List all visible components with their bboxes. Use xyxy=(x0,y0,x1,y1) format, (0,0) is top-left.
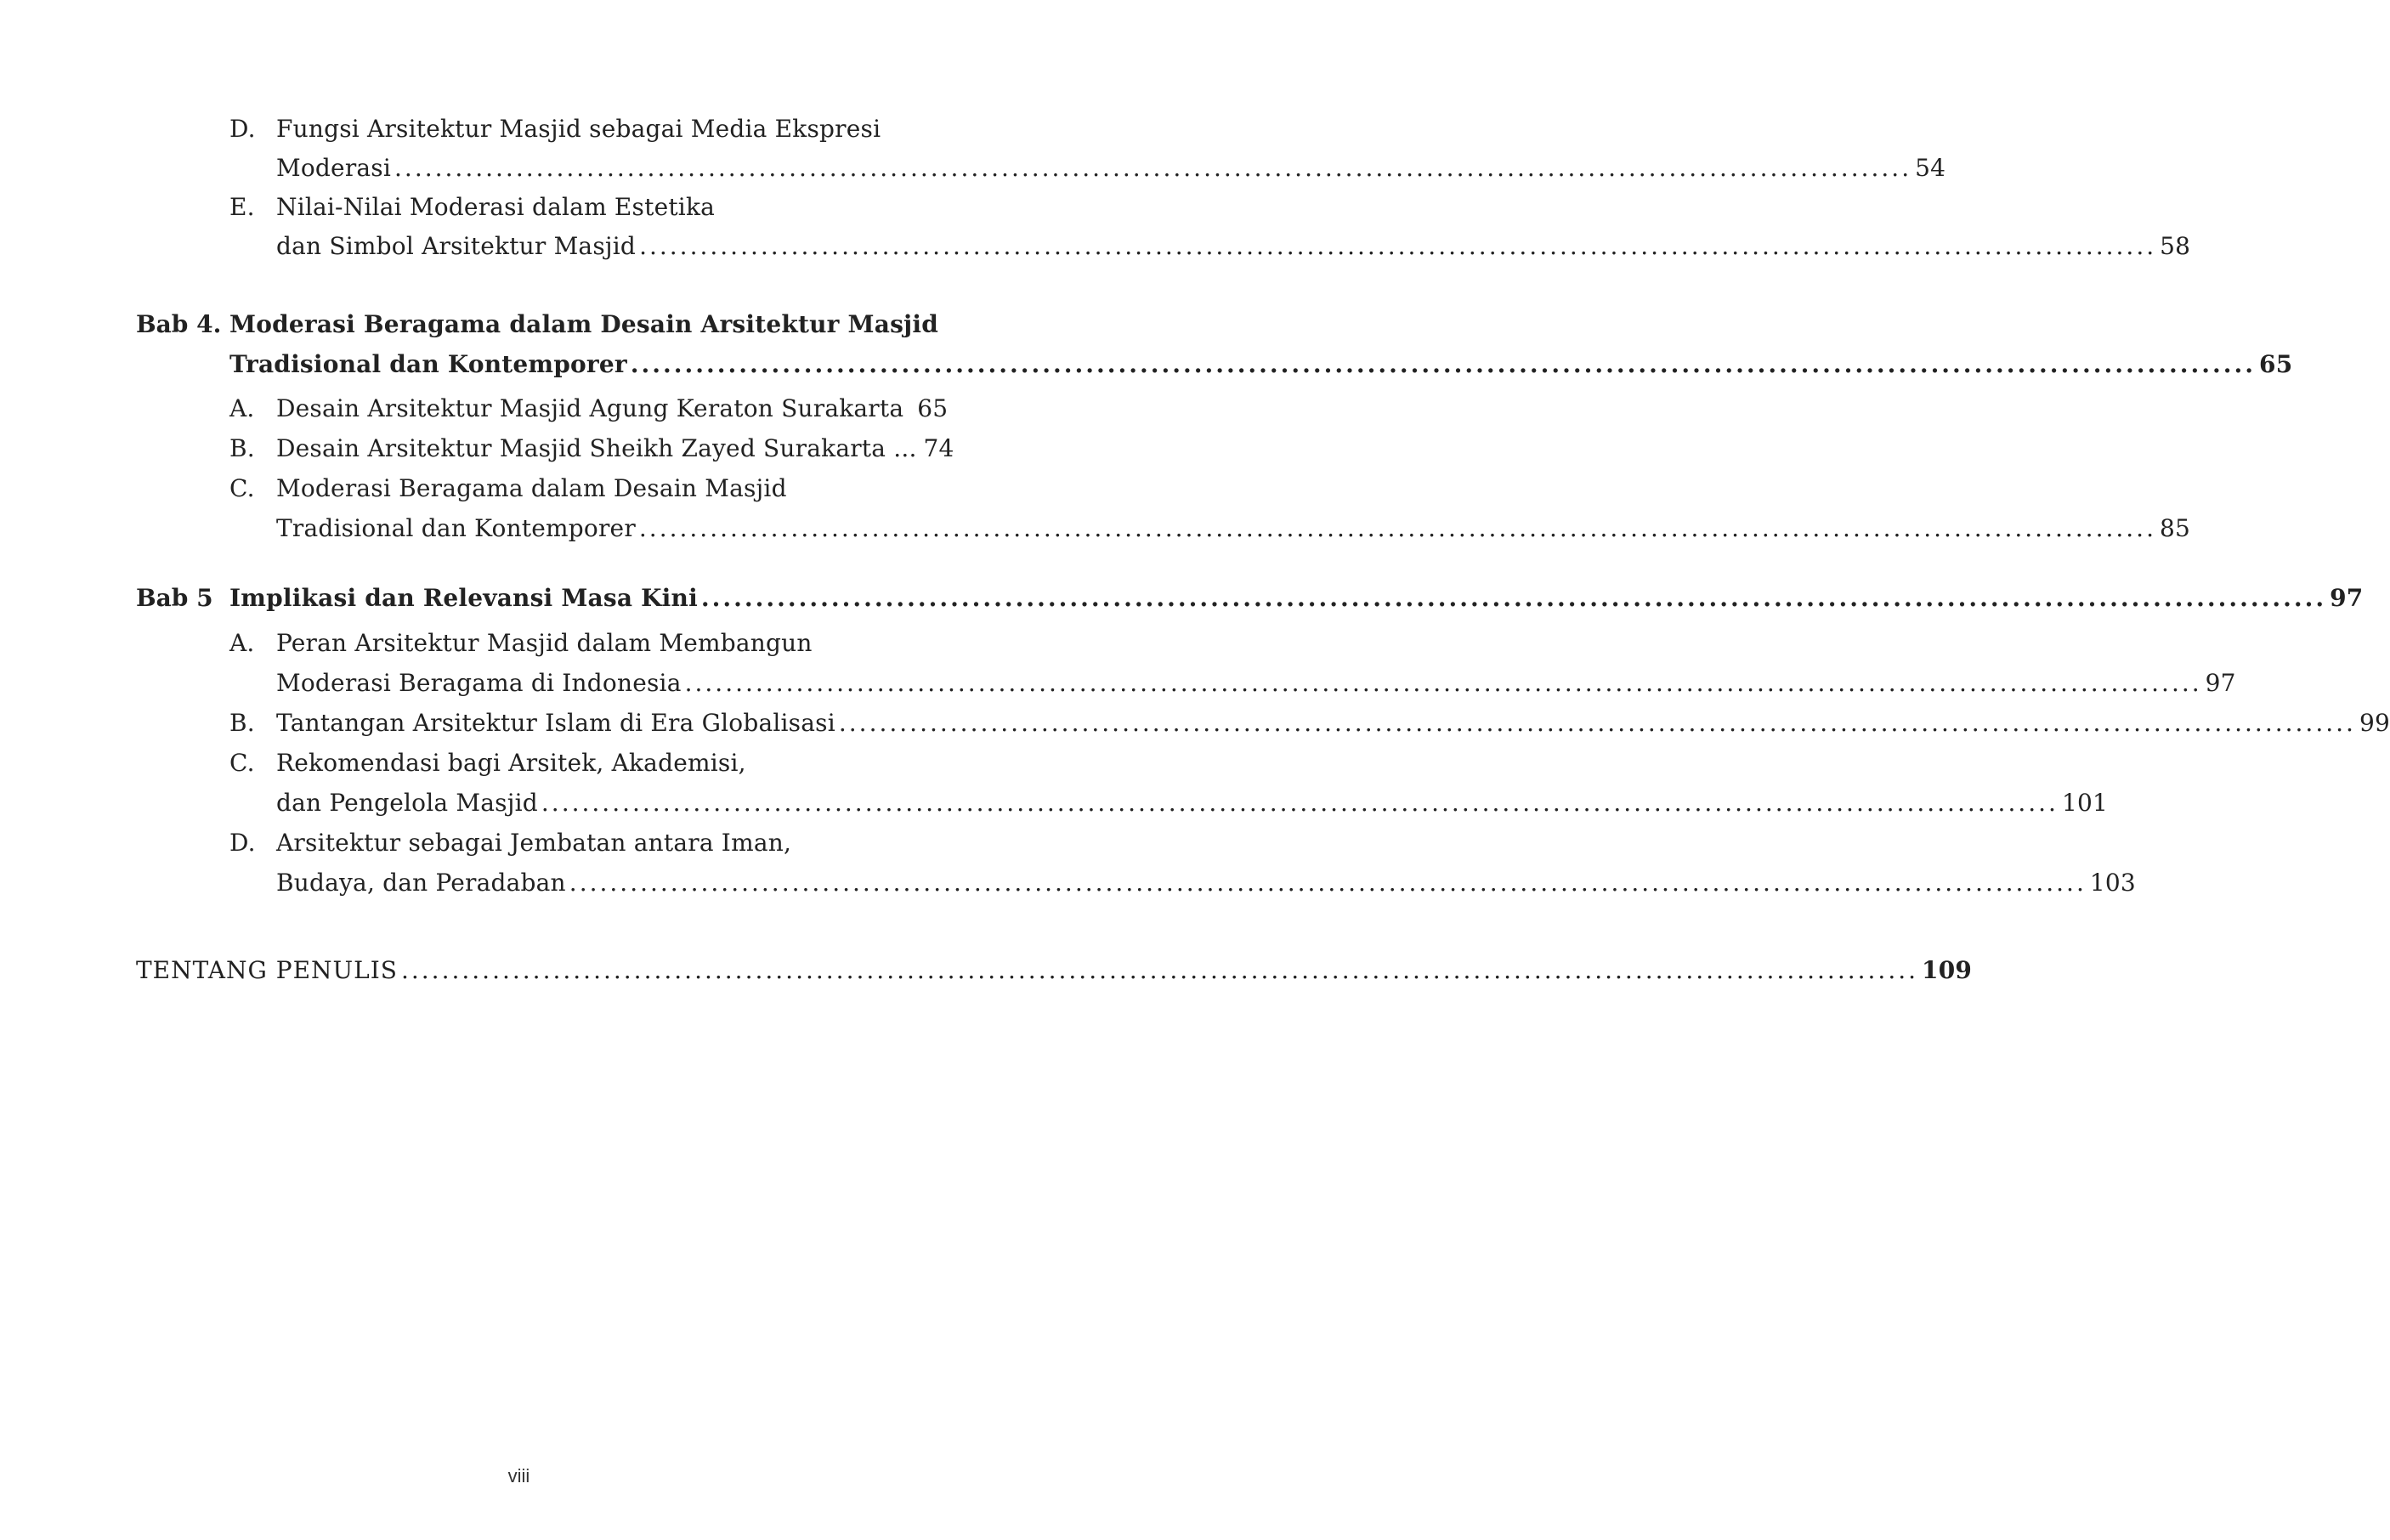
chapter-4-title[interactable] xyxy=(229,304,939,345)
toc-entry-3d-cont[interactable] xyxy=(229,148,1946,189)
entry-letter: C. xyxy=(229,474,255,502)
chapter-title-cont: Tradisional dan Kontemporer xyxy=(229,350,627,378)
toc-entry-3e[interactable] xyxy=(229,187,909,228)
entry-letter: D. xyxy=(229,829,256,857)
dot-leader: ...................................................................................................................................................... xyxy=(630,350,2257,378)
entry-letter: D. xyxy=(229,115,256,143)
entry-letter: E. xyxy=(229,193,255,221)
toc-entry-3d[interactable] xyxy=(229,109,909,150)
toc-entry-4a[interactable] xyxy=(229,388,949,429)
toc-entry-5d-cont[interactable] xyxy=(229,863,2136,903)
chapter-4-title-cont[interactable] xyxy=(229,344,2293,385)
page-number: 58 xyxy=(2160,232,2191,260)
entry-title: Tantangan Arsitektur Islam di Era Globalisasi xyxy=(276,709,835,737)
toc-entry-5d[interactable] xyxy=(229,823,909,863)
page-number: 97 xyxy=(2330,584,2364,612)
entry-title: Nilai-Nilai Moderasi dalam Estetika xyxy=(276,193,716,221)
page-number: 97 xyxy=(2205,669,2236,697)
dot-leader: ...................................................................................................................................................... xyxy=(400,956,1919,984)
entry-letter: A. xyxy=(229,629,255,657)
dot-leader: ...................................................................................................................................................... xyxy=(838,709,2356,737)
page-number: 109 xyxy=(1922,956,1973,984)
dot-leader: ...................................................................................................................................................... xyxy=(684,669,2202,697)
entry-title: Fungsi Arsitektur Masjid sebagai Media Ekspresi xyxy=(276,115,881,143)
entry-title-cont: dan Simbol Arsitektur Masjid xyxy=(276,232,637,260)
entry-title-cont: Budaya, dan Peradaban xyxy=(276,869,566,897)
chapter-title: Implikasi dan Relevansi Masa Kini xyxy=(229,584,698,612)
dot-leader: ...................................................................................................................................................... xyxy=(569,869,2087,897)
entry-letter: C. xyxy=(229,749,255,777)
page-number: 54 xyxy=(1915,154,1946,182)
entry-letter: A. xyxy=(229,394,255,422)
page-folio: viii xyxy=(507,1465,530,1486)
entry-letter: B. xyxy=(229,434,255,462)
dot-leader: ...................................................................................................................................................... xyxy=(638,514,2156,542)
toc-entry-5b[interactable] xyxy=(229,703,2390,744)
entry-title-cont: dan Pengelola Masjid xyxy=(276,789,538,817)
entry-title: Moderasi Beragama dalam Desain Masjid xyxy=(276,474,787,502)
entry-title: TENTANG PENULIS xyxy=(136,956,398,984)
entry-title: Desain Arsitektur Masjid Sheikh Zayed Surakarta ... xyxy=(276,434,917,462)
dot-leader: ...................................................................................................................................................... xyxy=(541,789,2059,817)
page-number: 103 xyxy=(2089,869,2136,897)
page-number: 65 xyxy=(2259,350,2293,378)
entry-title: Peran Arsitektur Masjid dalam Membangun xyxy=(276,629,813,657)
page-number: 65 xyxy=(917,394,949,422)
entry-title-cont: Tradisional dan Kontemporer xyxy=(276,514,636,542)
chapter-title: Moderasi Beragama dalam Desain Arsitektur Masjid xyxy=(229,310,939,338)
chapter-5-title[interactable] xyxy=(229,578,2364,619)
entry-title-cont: Moderasi xyxy=(276,154,392,182)
toc-entry-5c[interactable] xyxy=(229,743,909,784)
toc-entry-5a-cont[interactable] xyxy=(229,663,2236,704)
dot-leader: ...................................................................................................................................................... xyxy=(639,232,2157,260)
entry-title: Arsitektur sebagai Jembatan antara Iman, xyxy=(276,829,792,857)
toc-entry-3e-cont[interactable] xyxy=(229,226,2191,267)
dot-leader: ...................................................................................................................................................... xyxy=(394,154,1912,182)
page-number: 99 xyxy=(2359,709,2390,737)
page-number: 85 xyxy=(2159,514,2190,542)
page-number: 74 xyxy=(923,434,954,462)
toc-entry-4b[interactable] xyxy=(229,428,954,469)
chapter-4-label: Bab 4. xyxy=(136,310,222,338)
entry-letter: B. xyxy=(229,709,255,737)
toc-entry-5a[interactable] xyxy=(229,623,909,664)
toc-entry-5c-cont[interactable] xyxy=(229,783,2108,824)
toc-entry-4c[interactable] xyxy=(229,468,909,509)
entry-title: Desain Arsitektur Masjid Agung Keraton Surakarta xyxy=(276,394,904,422)
chapter-5-label: Bab 5 xyxy=(136,584,213,612)
entry-title-cont: Moderasi Beragama di Indonesia xyxy=(276,669,682,697)
toc-entry-about-author[interactable] xyxy=(136,950,1973,991)
page-number: 101 xyxy=(2061,789,2108,817)
toc-entry-4c-cont[interactable] xyxy=(229,508,2190,549)
entry-title: Rekomendasi bagi Arsitek, Akademisi, xyxy=(276,749,746,777)
dot-leader: ...................................................................................................................................................... xyxy=(700,584,2327,612)
